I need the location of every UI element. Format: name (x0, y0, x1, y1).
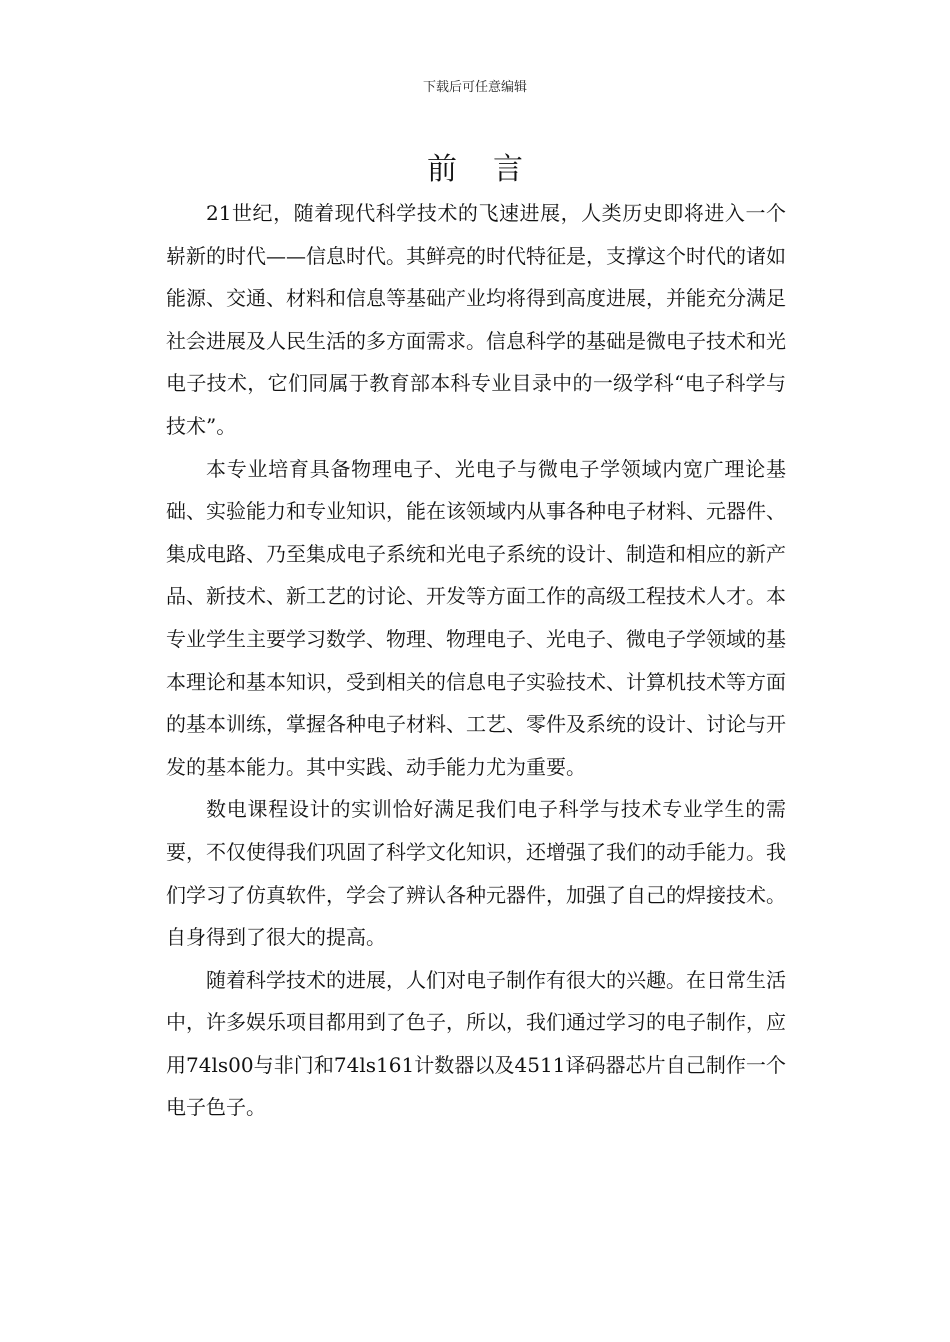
paragraph-2: 本专业培育具备物理电子、光电子与微电子学领域内宽广理论基础、实验能力和专业知识，能在该领域内从事各种电子材料、元器件、集成电路、乃至集成电子系统和光电子系统的设计、制造和相应的新产品、新技术、新工艺的讨论、开发等方面工作的高级工程技术人才。本专业学生主要学习数学、物理、物理电子、光电子、微电子学领域的基本理论和基本知识，受到相关的信息电子实验技术、计算机技术等方面的基本训练，掌握各种电子材料、工艺、零件及系统的设计、讨论与开发的基本能力。其中实践、动手能力尤为重要。 (166, 456, 786, 779)
body-text (166, 192, 786, 1129)
paragraph-4: 随着科学技术的进展，人们对电子制作有很大的兴趣。在日常生活中，许多娱乐项目都用到了色子，所以，我们通过学习的电子制作，应用74ls00与非门和74ls161计数器以及4511译码器芯片自己制作一个电子色子。 (166, 967, 786, 1120)
page-title: 前言 (427, 152, 559, 187)
header-note: 下载后可任意编辑 (422, 80, 527, 95)
paragraph-1: 21世纪，随着现代科学技术的飞速进展，人类历史即将进入一个崭新的时代——信息时代。其鲜亮的时代特征是，支撑这个时代的诸如能源、交通、材料和信息等基础产业均将得到高度进展，并能充分满足社会进展及人民生活的多方面需求。信息科学的基础是微电子技术和光电子技术，它们同属于教育部本科专业目录中的一级学科“电子科学与技术”。 (166, 201, 786, 438)
paragraph-3: 数电课程设计的实训恰好满足我们电子科学与技术专业学生的需要，不仅使得我们巩固了科学文化知识，还增强了我们的动手能力。我们学习了仿真软件，学会了辨认各种元器件，加强了自己的焊接技术。自身得到了很大的提高。 (166, 797, 786, 950)
